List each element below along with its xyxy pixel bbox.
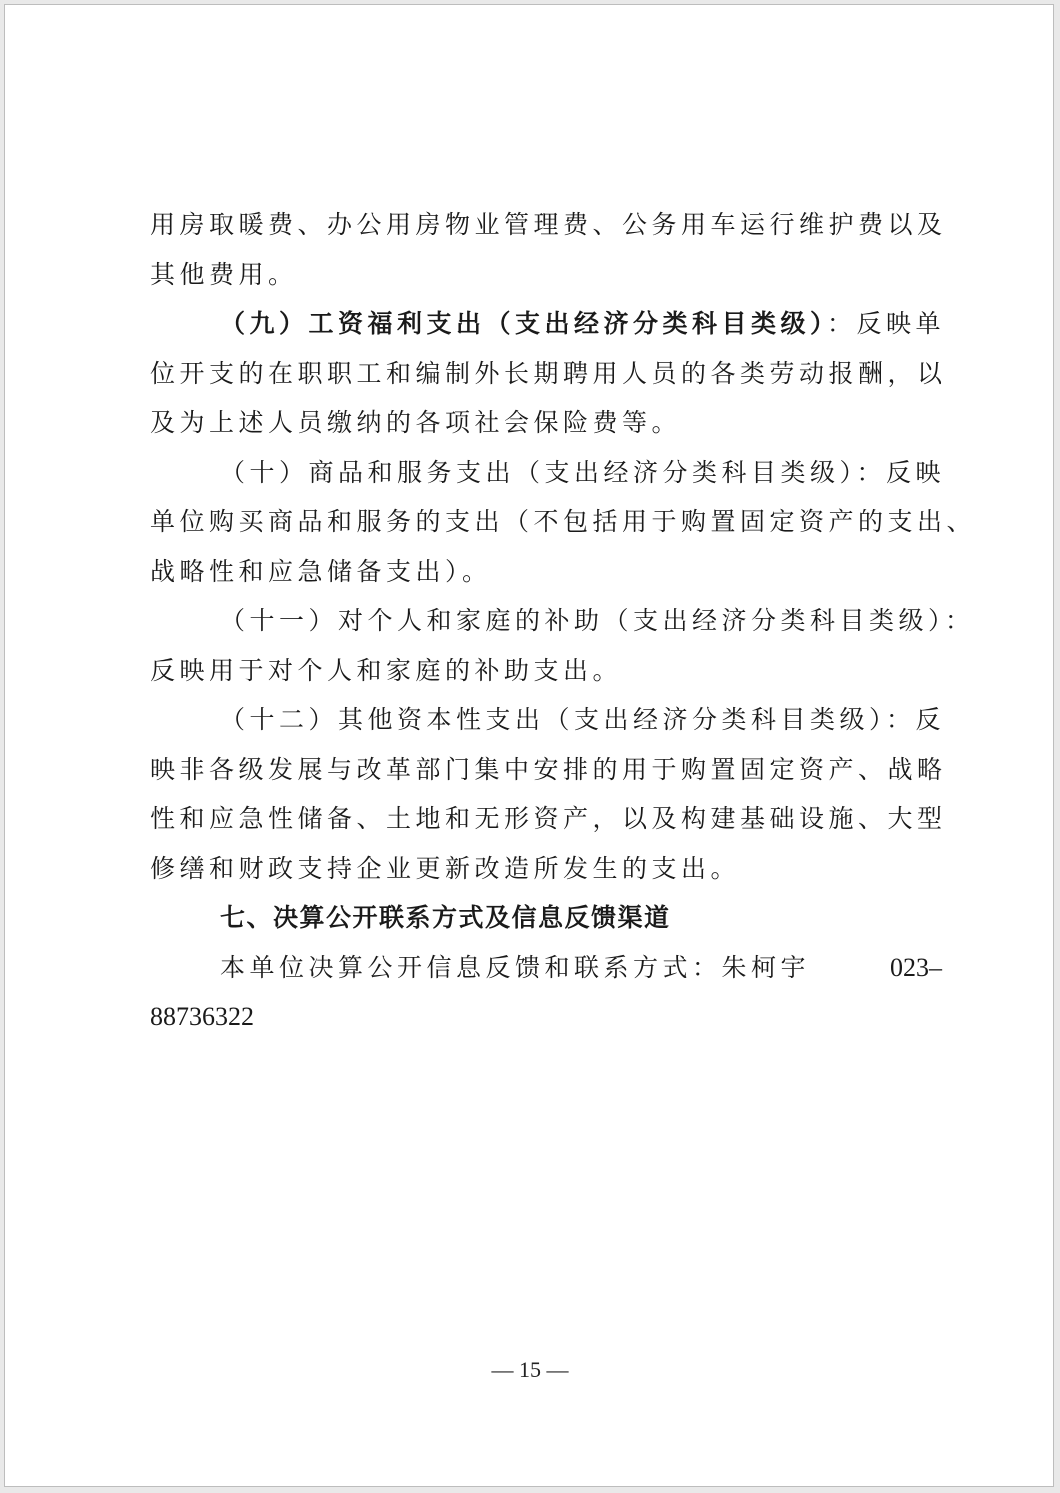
paragraph-line: 位开支的在职职工和编制外长期聘用人员的各类劳动报酬，以 [150,358,947,388]
paragraph-12-line: （十二）其他资本性支出（支出经济分类科目类级）：反 [220,705,946,734]
contact-line [150,943,950,993]
paragraph-line: 及为上述人员缴纳的各项社会保险费等。 [150,408,682,437]
paragraph-10-line: （十）商品和服务支出（支出经济分类科目类级）：反映 [220,457,946,487]
paragraph-line: 单位购买商品和服务的支出（不包括用于购置固定资产的支出、 [150,507,977,536]
paragraph-line: 反映用于对个人和家庭的补助支出。 [150,655,623,685]
paragraph-line: 修缮和财政支持企业更新改造所发生的支出。 [150,853,741,883]
paragraph-line: 其他费用。 [150,259,298,289]
contact-phone-number: 88736322 [150,1002,254,1031]
paragraph-9-heading: （九）工资福利支出（支出经济分类科目类级） [220,309,828,338]
paragraph-line: 用房取暖费、办公用房物业管理费、公务用车运行维护费以及 [150,210,947,239]
page-number: — 15 — [491,1357,569,1382]
section-heading: 七、决算公开联系方式及信息反馈渠道 [220,903,671,932]
contact-phone-prefix: 023– [890,952,942,982]
contact-label: 本单位决算公开信息反馈和联系方式：朱柯宇 [220,952,811,982]
paragraph-line: 映非各级发展与改革部门集中安排的用于购置固定资产、战略 [150,754,947,784]
document-page [4,4,1054,1487]
paragraph-line: 战略性和应急储备支出）。 [150,556,492,586]
document-body [150,200,977,1042]
paragraph-line: 性和应急性储备、土地和无形资产，以及构建基础设施、大型 [150,804,947,833]
paragraph-9-line [150,299,950,349]
paragraph-11-line: （十一）对个人和家庭的补助（支出经济分类科目类级）： [220,606,975,635]
paragraph-9-text: ：反映单 [827,309,946,338]
